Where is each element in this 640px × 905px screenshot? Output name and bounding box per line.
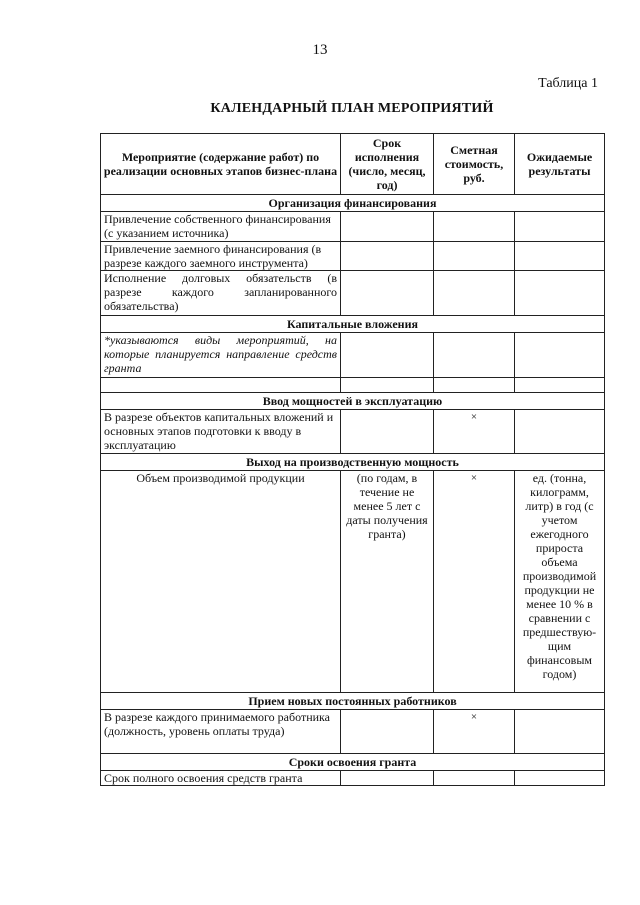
table-row	[101, 212, 605, 242]
cost-cell	[434, 242, 515, 271]
section-title: Ввод мощностей в эксплуатацию	[101, 393, 605, 410]
section-title: Капитальные вложения	[101, 316, 605, 333]
cost-cell	[434, 271, 515, 316]
section-production	[101, 454, 605, 471]
section-employees	[101, 693, 605, 710]
event-cell: *указываются виды мероприятий, на которые планируется направление средств гранта	[101, 333, 341, 378]
event-cell: Привлечение заемного финансирования (в разрезе каждого заемного инструмента)	[101, 242, 341, 271]
event-cell: Привлечение собственного финансирования (с указанием источника)	[101, 212, 341, 242]
table-row	[101, 710, 605, 754]
results-cell	[515, 710, 605, 754]
results-cell	[515, 333, 605, 378]
event-cell	[101, 378, 341, 393]
section-grant	[101, 754, 605, 771]
page-number: 13	[312, 42, 328, 58]
results-cell: ед. (тонна, килограмм, литр) в год (с учетом ежегодного прироста объема производимой продукции не менее 10 % в сравнении с предшествую-щим финансовым годом)	[515, 471, 605, 693]
section-commissioning	[101, 393, 605, 410]
cost-not-applicable-mark: ×	[434, 471, 515, 693]
event-cell: Исполнение долговых обязательств (в разрезе каждого запланированного обязательства)	[101, 271, 341, 316]
term-cell	[341, 242, 434, 271]
cost-cell	[434, 378, 515, 393]
event-cell: В разрезе каждого принимаемого работника (должность, уровень оплаты труда)	[101, 710, 341, 754]
plan-title: КАЛЕНДАРНЫЙ ПЛАН МЕРОПРИЯТИЙ	[210, 101, 494, 116]
table-row	[101, 378, 605, 393]
table-label: Таблица 1	[538, 76, 598, 91]
term-cell	[341, 710, 434, 754]
term-cell	[341, 333, 434, 378]
results-cell	[515, 378, 605, 393]
section-capital	[101, 316, 605, 333]
header-results: Ожидаемые результаты	[515, 134, 605, 195]
header-event: Мероприятие (содержание работ) по реализации основных этапов бизнес-плана	[101, 134, 341, 195]
table-row	[101, 471, 605, 693]
section-financing	[101, 195, 605, 212]
term-cell	[341, 212, 434, 242]
table-row	[101, 242, 605, 271]
header-cost: Сметная стоимость, руб.	[434, 134, 515, 195]
term-cell	[341, 271, 434, 316]
term-cell: (по годам, в течение не менее 5 лет с даты получения гранта)	[341, 471, 434, 693]
event-cell: Срок полного освоения средств гранта	[101, 771, 341, 786]
results-cell	[515, 212, 605, 242]
results-cell	[515, 771, 605, 786]
table-row	[101, 333, 605, 378]
section-title: Организация финансирования	[101, 195, 605, 212]
cost-not-applicable-mark: ×	[434, 410, 515, 454]
term-cell	[341, 771, 434, 786]
cost-cell	[434, 333, 515, 378]
event-cell: В разрезе объектов капитальных вложений и основных этапов подготовки к вводу в эксплуатацию	[101, 410, 341, 454]
section-title: Прием новых постоянных работников	[101, 693, 605, 710]
results-cell	[515, 271, 605, 316]
calendar-plan-table	[100, 133, 605, 786]
cost-cell	[434, 212, 515, 242]
section-title: Сроки освоения гранта	[101, 754, 605, 771]
results-cell	[515, 410, 605, 454]
table-row	[101, 410, 605, 454]
event-cell: Объем производимой продукции	[101, 471, 341, 693]
table-row	[101, 771, 605, 786]
cost-cell	[434, 771, 515, 786]
results-cell	[515, 242, 605, 271]
term-cell	[341, 378, 434, 393]
table-row	[101, 271, 605, 316]
section-title: Выход на производственную мощность	[101, 454, 605, 471]
term-cell	[341, 410, 434, 454]
header-row	[101, 134, 605, 195]
cost-not-applicable-mark: ×	[434, 710, 515, 754]
header-term: Срок исполнения (число, месяц, год)	[341, 134, 434, 195]
